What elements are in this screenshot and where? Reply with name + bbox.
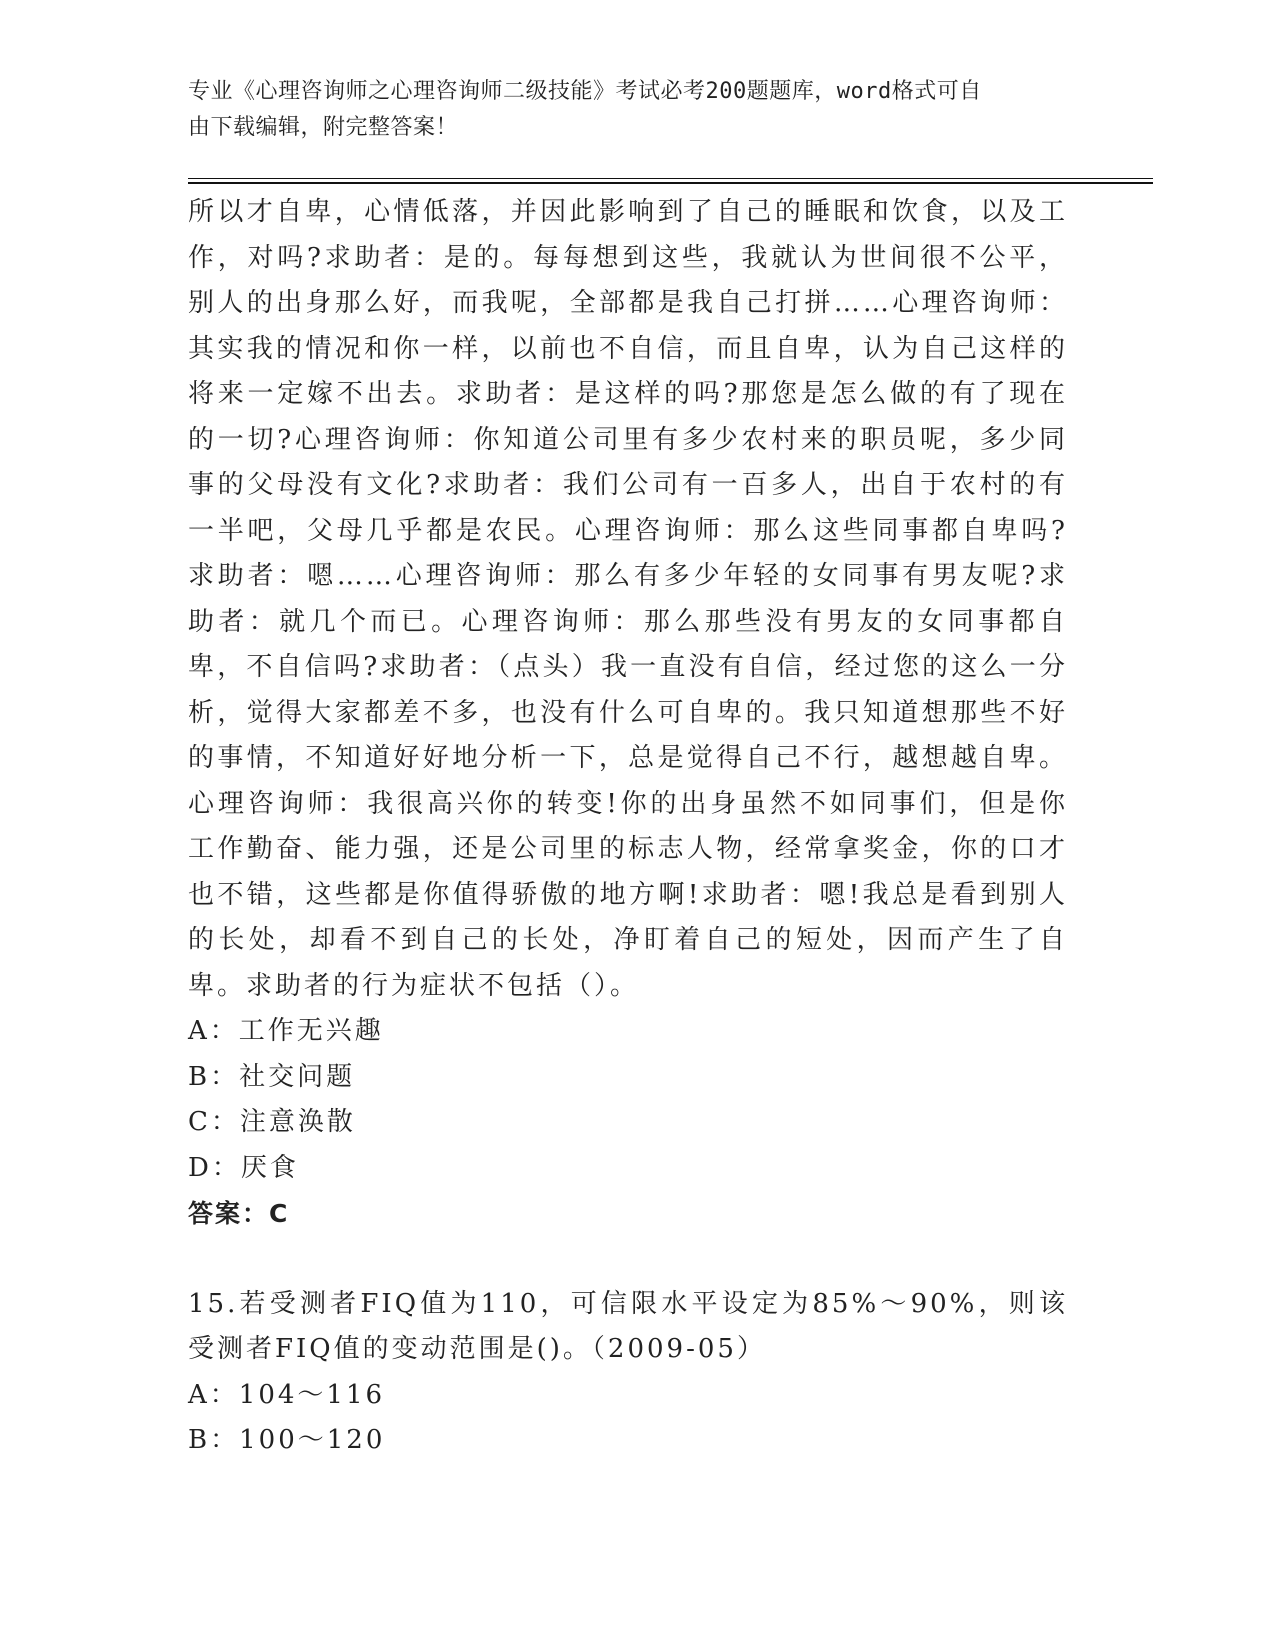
question-spacer — [188, 1237, 1068, 1282]
option-b: B：社交问题 — [188, 1061, 356, 1092]
header-line-2: 由下载编辑，附完整答案！ — [188, 115, 459, 140]
document-body — [188, 190, 1068, 1464]
question-15 — [188, 1282, 1068, 1464]
answer-label: 答案：C — [188, 1199, 290, 1228]
question-text: 15.若受测者FIQ值为110，可信限水平设定为85%～90%，则该受测者FIQ值的变动范围是()。（2009-05） — [188, 1288, 1068, 1364]
option-d: D：厌食 — [188, 1152, 299, 1183]
option-c: C：注意涣散 — [188, 1107, 356, 1137]
question-14 — [188, 190, 1068, 1237]
option-a: A：工作无兴趣 — [188, 1016, 384, 1046]
header-divider — [188, 178, 1153, 184]
option-b: B：100～120 — [188, 1425, 386, 1455]
header-line-1: 专业《心理咨询师之心理咨询师二级技能》考试必考200题题库，word格式可自 — [188, 79, 982, 104]
option-a: A：104～116 — [188, 1379, 386, 1410]
page-header — [188, 74, 1068, 146]
question-passage: 所以才自卑，心情低落，并因此影响到了自己的睡眠和饮食，以及工作，对吗?求助者：是的。每每想到这些，我就认为世间很不公平，别人的出身那么好，而我呢，全部都是我自己打拼……心理咨询师：其实我的情况和你一样，以前也不自信，而且自卑，认为自己这样的将来一定嫁不出去。求助者：是这样的吗?那您是怎么做的有了现在的一切?心理咨询师：你知道公司里有多少农村来的职员呢，多少同事的父母没有文化?求助者：我们公司有一百多人，出自于农村的有一半吧，父母几乎都是农民。心理咨询师：那么这些同事都自卑吗?求助者：嗯……心理咨询师：那么有多少年轻的女同事有男友呢?求助者：就几个而已。心理咨询师：那么那些没有男友的女同事都自卑，不自信吗?求助者：（点头）我一直没有自信，经过您的这么一分析，觉得大家都差不多，也没有什么可自卑的。我只知道想那些不好的事情，不知道好好地分析一下，总是觉得自己不行，越想越自卑。心理咨询师：我很高兴你的转变!你的出身虽然不如同事们，但是你工作勤奋、能力强，还是公司里的标志人物，经常拿奖金，你的口才也不错，这些都是你值得骄傲的地方啊!求助者：嗯!我总是看到别人的长处，却看不到自己的长处，净盯着自己的短处，因而产生了自卑。求助者的行为症状不包括（）。 — [188, 197, 1068, 1001]
